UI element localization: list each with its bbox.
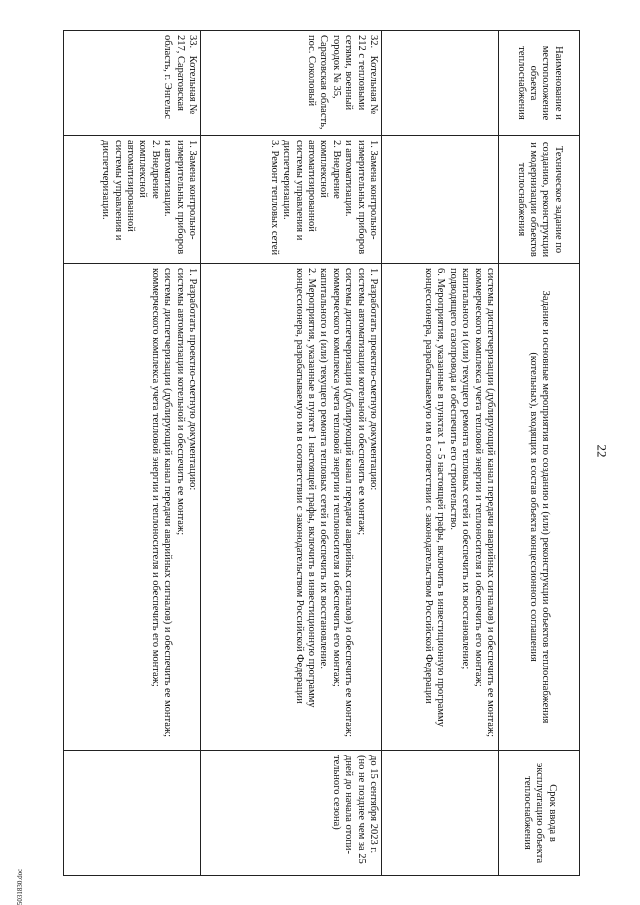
header-name: Наименование и местоположение объекта теплоснабжения [499,31,580,136]
row-measures-cell: 1. Разработать проектно-сметную документацию: системы автоматизации котельной и обеспечить ее монтаж; системы диспетчеризации (дублирующий канал передачи аварийных сигналов) и обеспечить ее монтаж; коммерческого комплекса учета тепловой энергии и теплоносителя и обеспечить его монтаж; капитального и (или) текущего ремонта тепловых сетей и обеспечить их восстановление. 2. Мероприятия, указанные в пункте 1 настоящей графы, включить в инвестиционную программу концессионера, разрабатываемую им в соответствии с законодательством Российской Федерации [201,264,382,751]
row-number: 32. [368,35,379,49]
table-row [201,31,382,876]
row-deadline-cell: до 15 сентября 2023 г. (но не позднее чем за 25 дней до начала отопи-тельного сезона) [201,751,382,876]
page-number: 22 [594,444,609,458]
document-id: 5031830.doc [16,868,25,905]
row-deadline-cell [64,751,201,876]
cont-name-cell [382,31,499,136]
row-name: Котельная № 212 с тепловыми сетями, военный городок № 35, Саратовская область, пос. Соколовый [306,35,379,130]
table-row [64,31,201,876]
cont-task-cell [382,136,499,264]
row-name-cell [201,31,382,136]
cont-deadline-cell [382,751,499,876]
row-name-cell [64,31,201,136]
row-measures-cell: 1. Разработать проектно-сметную документацию: системы автоматизации котельной и обеспечить ее монтаж; системы диспетчеризации (дублирующий канал передачи аварийных сигналов) и обеспечить ее монтаж; коммерческого комплекса учета тепловой энергии и теплоносителя и обеспечить его монтаж; [64,264,201,751]
table-row-continuation [382,31,499,876]
row-task-cell: 1. Замена контрольно-измерительных приборов и автоматизации. 2. Внедрение комплексной автоматизированной системы управления и диспетчеризации. 3. Ремонт тепловых сетей [201,136,382,264]
row-task-cell: 1. Замена контрольно-измерительных приборов и автоматизации. 2. Внедрение комплексной автоматизированной системы управления и диспетчеризации. [64,136,201,264]
rotated-table-container [20,30,580,875]
table-header-row [499,31,580,876]
row-number: 33. [187,35,198,49]
header-measures: Задание и основные мероприятия по созданию и (или) реконструкции объектов теплоснабжения (котельных), входящих в состав объекта концессионного соглашения [499,264,580,751]
row-name: Котельная № 217, Саратовская область, г. Энгельс [162,35,198,119]
concession-table [63,30,580,876]
header-deadline: Срок ввода в эксплуатацию объекта теплоснабжения [499,751,580,876]
header-task: Техническое задание по созданию, реконструкции и модернизации объектов теплоснабжения [499,136,580,264]
cont-measures-cell: системы диспетчеризации (дублирующий канал передачи аварийных сигналов) и обеспечить ее монтаж; коммерческого комплекса учета тепловой энергии и теплоносителя и обеспечить его монтаж; капитального и (или) текущего ремонта тепловых сетей и обеспечить их восстановление; подводящего газопровода и обеспечить его строительство. 6. Мероприятия, указанные в пунктах 1 - 5 настоящей графы, включить в инвестиционную программу концессионера, разрабатываемую им в соответствии с законодательством Российской Федерации [382,264,499,751]
